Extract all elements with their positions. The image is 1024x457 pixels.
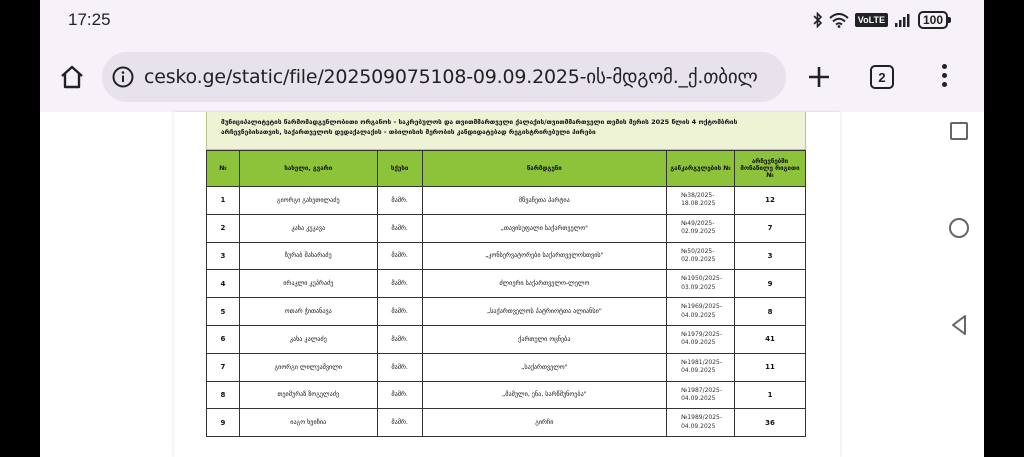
cell-number: 7 [207, 353, 240, 381]
home-icon[interactable] [58, 63, 86, 91]
cell-name: გიორგი გახეთილაძე [239, 187, 377, 215]
cell-number: 2 [207, 214, 240, 242]
cell-nominator: ქართული ოცნება [422, 325, 666, 353]
battery-indicator: 100 [918, 11, 948, 29]
status-time: 17:25 [68, 10, 111, 29]
status-bar [40, 0, 984, 40]
cell-nominator: „მამული, ენა, სარწმუნოება" [422, 381, 666, 409]
cell-number: 1 [207, 187, 240, 215]
col-header-decree: განკარგულების № [667, 151, 735, 187]
cell-sex: მამრ. [377, 298, 422, 326]
header-line-1: მუნიციპალიტეტის წარმომადგენლობითი ორგანოს - საკრებულოს და თვითმმართველი ქალაქის/თვითმმართველი თემის მერის 2025 წლის 4 ოქტომბრის [221, 118, 738, 126]
table-row [207, 270, 806, 298]
decree-date: 04.09.2025 [681, 422, 716, 430]
cell-nominator: „თავისუფალი საქართველო" [422, 214, 666, 242]
system-nav-bar [984, 0, 1024, 457]
cell-name: იაგო ხვიჩია [239, 409, 377, 437]
candidates-table [206, 150, 806, 437]
cell-decree [667, 325, 735, 353]
table-header-row [207, 151, 806, 187]
cell-name: გიორგი ლილუაშვილი [239, 353, 377, 381]
cell-sex: მამრ. [377, 381, 422, 409]
bluetooth-icon [813, 12, 823, 28]
cell-number: 9 [207, 409, 240, 437]
cell-sex: მამრ. [377, 214, 422, 242]
cell-sex: მამრ. [377, 242, 422, 270]
volte-badge: VoLTE [855, 13, 888, 27]
cell-name: კახა კალაძე [239, 325, 377, 353]
browser-toolbar [40, 44, 984, 110]
cell-nominator: გირჩი [422, 409, 666, 437]
cell-nominator: „საქართველოს პატრიოტთა ალიანსი" [422, 298, 666, 326]
col-header-ballot-number: არჩევნებში მონაწილე რიგითი № [735, 151, 806, 187]
recent-apps-icon[interactable] [950, 122, 968, 140]
decree-number: №38/2025- [681, 192, 715, 199]
cell-ballot-number: 8 [735, 298, 806, 326]
col-header-sex: სქესი [377, 151, 422, 187]
cell-sex: მამრ. [377, 325, 422, 353]
document-header [206, 112, 806, 150]
cell-decree [667, 353, 735, 381]
col-header-name: სახელი, გვარი [239, 151, 377, 187]
cell-decree [667, 409, 735, 437]
cell-nominator: „კონსერვატორები საქართველოსთვის" [422, 242, 666, 270]
decree-number: №50/2025- [681, 247, 715, 255]
plus-icon[interactable] [806, 64, 832, 90]
decree-number: №49/2025- [681, 219, 715, 227]
cell-decree [667, 298, 735, 326]
info-icon[interactable] [112, 66, 134, 88]
status-icons [813, 11, 948, 29]
more-vert-icon[interactable] [938, 64, 950, 92]
cell-number: 4 [207, 270, 240, 298]
cell-decree [667, 214, 735, 242]
decree-date: 02.09.2025 [681, 228, 716, 236]
decree-date: 04.09.2025 [681, 367, 716, 375]
table-row [207, 242, 806, 270]
decree-date: 18.08.2025 [681, 200, 716, 208]
decree-number: №1979/2025- [681, 330, 723, 338]
cell-decree [667, 381, 735, 409]
cell-ballot-number: 11 [735, 353, 806, 381]
cell-number: 6 [207, 325, 240, 353]
cell-ballot-number: 36 [735, 409, 806, 437]
cell-number: 8 [207, 381, 240, 409]
cell-number: 5 [207, 298, 240, 326]
col-header-number: № [207, 151, 240, 187]
cell-decree [667, 242, 735, 270]
decree-number: №1987/2025- [681, 386, 723, 394]
cell-name: ოთარ ჭითანავა [239, 298, 377, 326]
cell-nominator: მწვანეთა პარტია [422, 187, 666, 215]
cell-name: ზურაბ მახარაძე [239, 242, 377, 270]
cell-number: 3 [207, 242, 240, 270]
cell-name: კახა კუკავა [239, 214, 377, 242]
cell-sex: მამრ. [377, 270, 422, 298]
wifi-icon [829, 13, 849, 28]
cell-name: თეიმურაზ ზოგელაძე [239, 381, 377, 409]
decree-number: №1969/2025- [681, 303, 723, 311]
table-row [207, 214, 806, 242]
table-row [207, 409, 806, 437]
home-nav-icon[interactable] [949, 218, 969, 238]
cell-ballot-number: 12 [735, 187, 806, 215]
signal-icon [894, 13, 912, 27]
phone-screen [40, 0, 984, 457]
header-line-2: არჩევნებისათვის, საქართველოს დედაქალაქის - თბილისის მერობის კანდიდატებად რეგისტრირებული პირები [221, 128, 596, 137]
cell-decree [667, 270, 735, 298]
decree-date: 04.09.2025 [681, 311, 716, 319]
cell-ballot-number: 41 [735, 325, 806, 353]
table-row [207, 298, 806, 326]
cell-decree [667, 187, 735, 215]
cell-nominator: ძლიერი საქართველო-ლელო [422, 270, 666, 298]
table-row [207, 381, 806, 409]
table-row [207, 353, 806, 381]
cell-ballot-number: 9 [735, 270, 806, 298]
table-row [207, 325, 806, 353]
decree-date: 04.09.2025 [681, 394, 716, 402]
table-row [207, 187, 806, 215]
cell-nominator: „საქართველო" [422, 353, 666, 381]
url-text[interactable]: cesko.ge/static/file/202509075108-09.09.2025-ის-მდგომ._ქ.თბილ [144, 66, 758, 88]
decree-number: №1989/2025- [681, 414, 723, 422]
decree-number: №1950/2025- [681, 275, 723, 283]
cell-sex: მამრ. [377, 187, 422, 215]
decree-number: №1981/2025- [681, 358, 723, 366]
tab-switcher-button[interactable]: 2 [870, 65, 894, 89]
cell-ballot-number: 1 [735, 381, 806, 409]
left-black-margin [0, 0, 40, 457]
decree-date: 03.09.2025 [681, 283, 716, 291]
cell-ballot-number: 3 [735, 242, 806, 270]
cell-sex: მამრ. [377, 353, 422, 381]
col-header-nominator: წარმდგენი [422, 151, 666, 187]
cell-ballot-number: 7 [735, 214, 806, 242]
decree-date: 02.09.2025 [681, 255, 716, 263]
back-icon[interactable] [950, 314, 968, 336]
cell-name: ირაკლი კუპრაძე [239, 270, 377, 298]
address-bar[interactable] [102, 52, 786, 102]
page-content [40, 112, 984, 457]
decree-date: 04.09.2025 [681, 339, 716, 347]
pdf-page [174, 112, 840, 457]
cell-sex: მამრ. [377, 409, 422, 437]
